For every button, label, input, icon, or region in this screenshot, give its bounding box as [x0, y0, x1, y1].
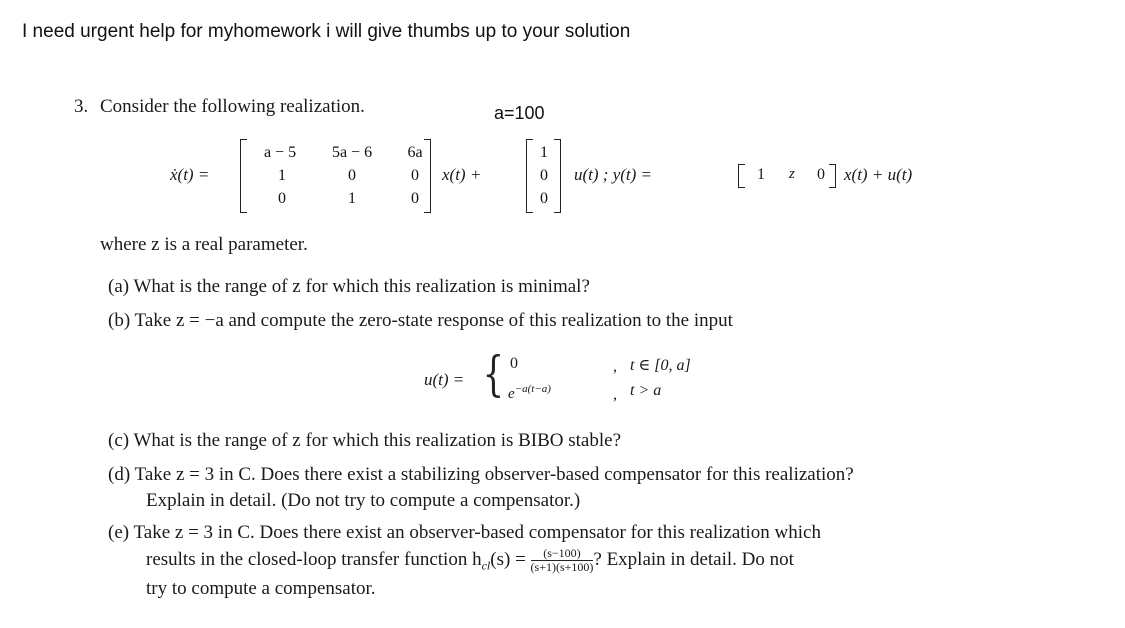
- question-number: 3.: [74, 96, 89, 117]
- input-case-condition: t ∈ [0, a]: [630, 357, 691, 374]
- part-e-continued: [146, 547, 794, 574]
- transfer-subscript: cl: [481, 558, 491, 573]
- c-cell: 0: [817, 166, 825, 183]
- state-x-term: x(t) +: [442, 165, 482, 184]
- fraction-denominator: (s+1)(s+100): [530, 560, 594, 574]
- a-cell: 6a: [407, 144, 423, 161]
- part-e-last-line: try to compute a compensator.: [146, 578, 376, 599]
- a-cell: 0: [348, 167, 356, 184]
- transfer-fraction: [531, 547, 594, 574]
- b-cell: 0: [540, 167, 548, 184]
- transfer-text: results in the closed-loop transfer function h: [146, 548, 482, 570]
- part-b: (b) Take z = −a and compute the zero-state response of this realization to the input: [108, 310, 733, 331]
- matrix-c-right-bracket: [829, 164, 836, 188]
- piecewise-brace: {: [482, 346, 504, 402]
- input-case-condition: t > a: [630, 382, 662, 399]
- output-equation-lhs: u(t) ; y(t) =: [574, 165, 653, 184]
- post-header: I need urgent help for myhomework i will give thumbs up to your solution: [22, 21, 631, 42]
- c-cell: 1: [757, 166, 765, 183]
- b-cell: 1: [540, 144, 548, 161]
- question-intro: Consider the following realization.: [100, 96, 365, 117]
- part-c: (c) What is the range of z for which this realization is BIBO stable?: [108, 430, 622, 451]
- input-case-value: [508, 383, 551, 403]
- case-separator: ,: [613, 358, 617, 375]
- c-cell: z: [789, 166, 795, 182]
- output-equation-tail: x(t) + u(t): [844, 165, 913, 184]
- case-separator: ,: [613, 386, 617, 403]
- exp-power: −a(t−a): [514, 383, 551, 395]
- a-cell: 0: [411, 190, 419, 207]
- a-cell: 1: [348, 190, 356, 207]
- matrix-c-left-bracket: [738, 164, 745, 188]
- a-cell: a − 5: [263, 144, 297, 161]
- a-value-annotation: a=100: [494, 103, 545, 123]
- b-cell: 0: [540, 190, 548, 207]
- fraction-numerator: (s−100): [531, 547, 594, 561]
- transfer-tail: ? Explain in detail. Do not: [593, 548, 794, 570]
- part-e: (e) Take z = 3 in C. Does there exist an observer-based compensator for this realization which: [108, 522, 821, 543]
- a-cell: 5a − 6: [331, 144, 373, 161]
- a-cell: 0: [278, 190, 286, 207]
- part-d-continued: Explain in detail. (Do not try to compute a compensator.): [146, 490, 581, 511]
- transfer-eq: (s) =: [490, 548, 526, 570]
- a-cell: 0: [411, 167, 419, 184]
- parameter-note: where z is a real parameter.: [100, 234, 308, 255]
- a-cell: 1: [278, 167, 286, 184]
- state-lhs: ẋ(t) =: [170, 165, 210, 184]
- part-a: (a) What is the range of z for which this realization is minimal?: [108, 276, 590, 297]
- exp-base: e: [508, 386, 515, 402]
- matrix-a-left-bracket: [240, 139, 247, 213]
- input-lhs: u(t) =: [424, 370, 465, 389]
- part-d: (d) Take z = 3 in C. Does there exist a stabilizing observer-based compensator for this realization?: [108, 464, 854, 485]
- input-case-value: 0: [510, 355, 518, 372]
